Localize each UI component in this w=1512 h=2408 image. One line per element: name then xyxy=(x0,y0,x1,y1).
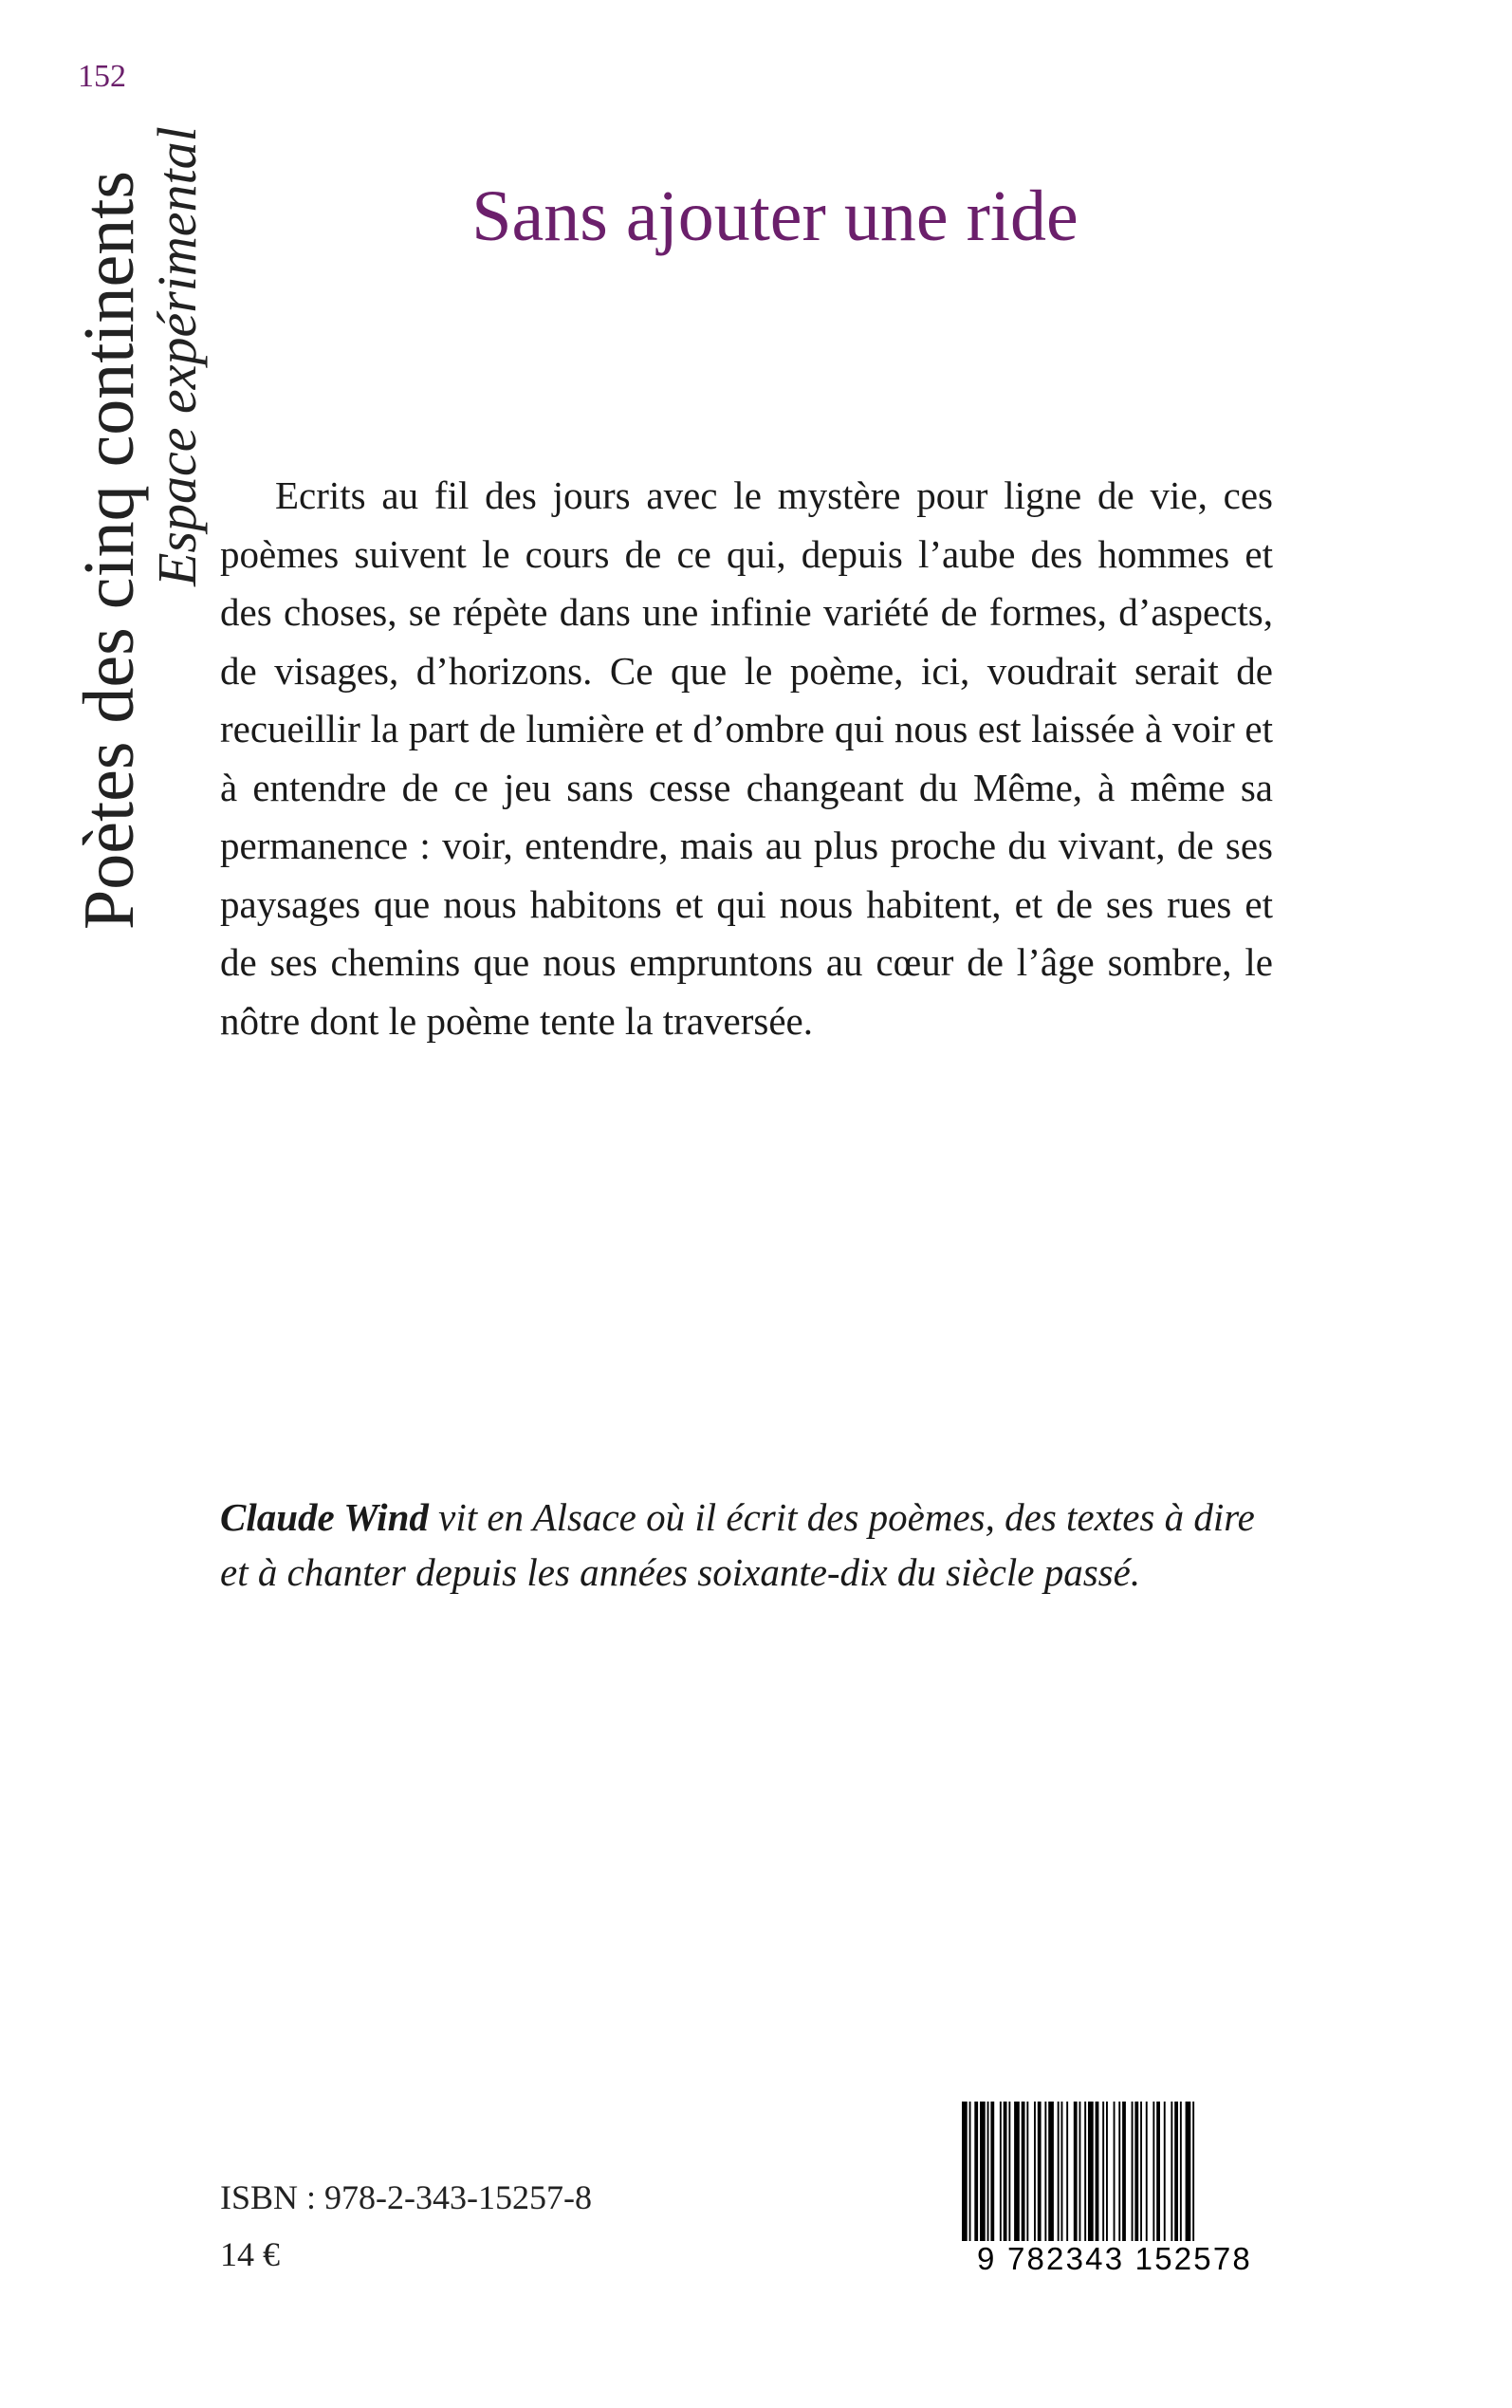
barcode-bar xyxy=(1038,2102,1042,2244)
barcode-bar xyxy=(1066,2102,1068,2244)
barcode-bar xyxy=(1106,2102,1108,2244)
barcode-bar xyxy=(1174,2102,1178,2244)
barcode-bar xyxy=(1088,2102,1094,2244)
barcode-bar xyxy=(1014,2102,1020,2244)
barcode-bar xyxy=(1146,2102,1148,2244)
isbn: ISBN : 978-2-343-15257-8 xyxy=(220,2178,592,2216)
barcode-bar xyxy=(1102,2102,1104,2244)
book-title: Sans ajouter une ride xyxy=(471,176,1079,256)
author-bio: vit en Alsace où il écrit des poèmes, des textes à dire et à chanter depuis les années soixante-dix du siècle passé. xyxy=(220,1495,1255,1594)
barcode-bar xyxy=(1096,2102,1099,2244)
barcode-bar xyxy=(990,2102,994,2244)
barcode-bar xyxy=(1074,2102,1078,2244)
blurb-text: Ecrits au fil des jours avec le mystère pour ligne de vie, ces poèmes suivent le cours de ce qui, depuis l’aube des hommes et des choses, se répète dans une infinie variété de formes, d’aspects, de visages, d’horizons. Ce que le poème, ici, voudrait serait de recueillir la part de lumière et d’ombre qui nous est laissée à voir et à entendre de ce jeu sans cesse changeant du Même, à même sa permanence : voir, entendre, mais au plus proche du vivant, de ses paysages que nous habitons et qui nous habitent, et de ses rues et de ses chemins que nous empruntons au cœur de l’âge sombre, le nôtre dont le poème tente la traversée. xyxy=(220,473,1273,1043)
barcode-bar xyxy=(1122,2102,1126,2244)
author-name: Claude Wind xyxy=(220,1495,429,1539)
barcode-bar xyxy=(1156,2102,1160,2244)
barcode-bar xyxy=(1180,2102,1182,2244)
collection-name: Poètes des cinq continents xyxy=(69,171,149,930)
barcode-bar xyxy=(1186,2102,1191,2244)
barcode-bar xyxy=(974,2102,978,2244)
barcode-bar xyxy=(1140,2102,1142,2244)
barcode-bar xyxy=(987,2102,989,2244)
barcode-bar xyxy=(1152,2102,1154,2244)
barcode-bar xyxy=(1048,2102,1054,2244)
barcode-bar xyxy=(1022,2102,1025,2244)
barcode-bar xyxy=(1026,2102,1028,2244)
barcode-bar xyxy=(969,2102,971,2244)
barcode-bar xyxy=(1192,2102,1194,2244)
barcode-bar xyxy=(1044,2102,1046,2244)
barcode-bar xyxy=(1058,2102,1060,2244)
barcode-bar xyxy=(962,2102,968,2244)
barcode-bar xyxy=(980,2102,986,2244)
barcode-bar xyxy=(1171,2102,1172,2244)
author-note xyxy=(220,1490,1273,1600)
subcollection-name: Espace expérimental xyxy=(146,126,208,586)
barcode-bar xyxy=(1114,2102,1116,2244)
barcode-bar xyxy=(1000,2102,1002,2244)
barcode-bar xyxy=(1118,2102,1120,2244)
barcode-bar xyxy=(1164,2102,1166,2244)
barcode-digits: 9 782343 152578 xyxy=(958,2241,1271,2277)
barcode-bar xyxy=(1079,2102,1081,2244)
barcode-bar xyxy=(1132,2102,1134,2244)
barcode-bar xyxy=(1034,2102,1036,2244)
barcode-bar xyxy=(1061,2102,1063,2244)
price: 14 € xyxy=(220,2235,280,2273)
barcode-bar xyxy=(1134,2102,1138,2244)
series-number: 152 xyxy=(78,59,126,94)
barcode-bar xyxy=(1084,2102,1086,2244)
barcode-bar xyxy=(1008,2102,1010,2244)
barcode-bar xyxy=(1004,2102,1007,2244)
